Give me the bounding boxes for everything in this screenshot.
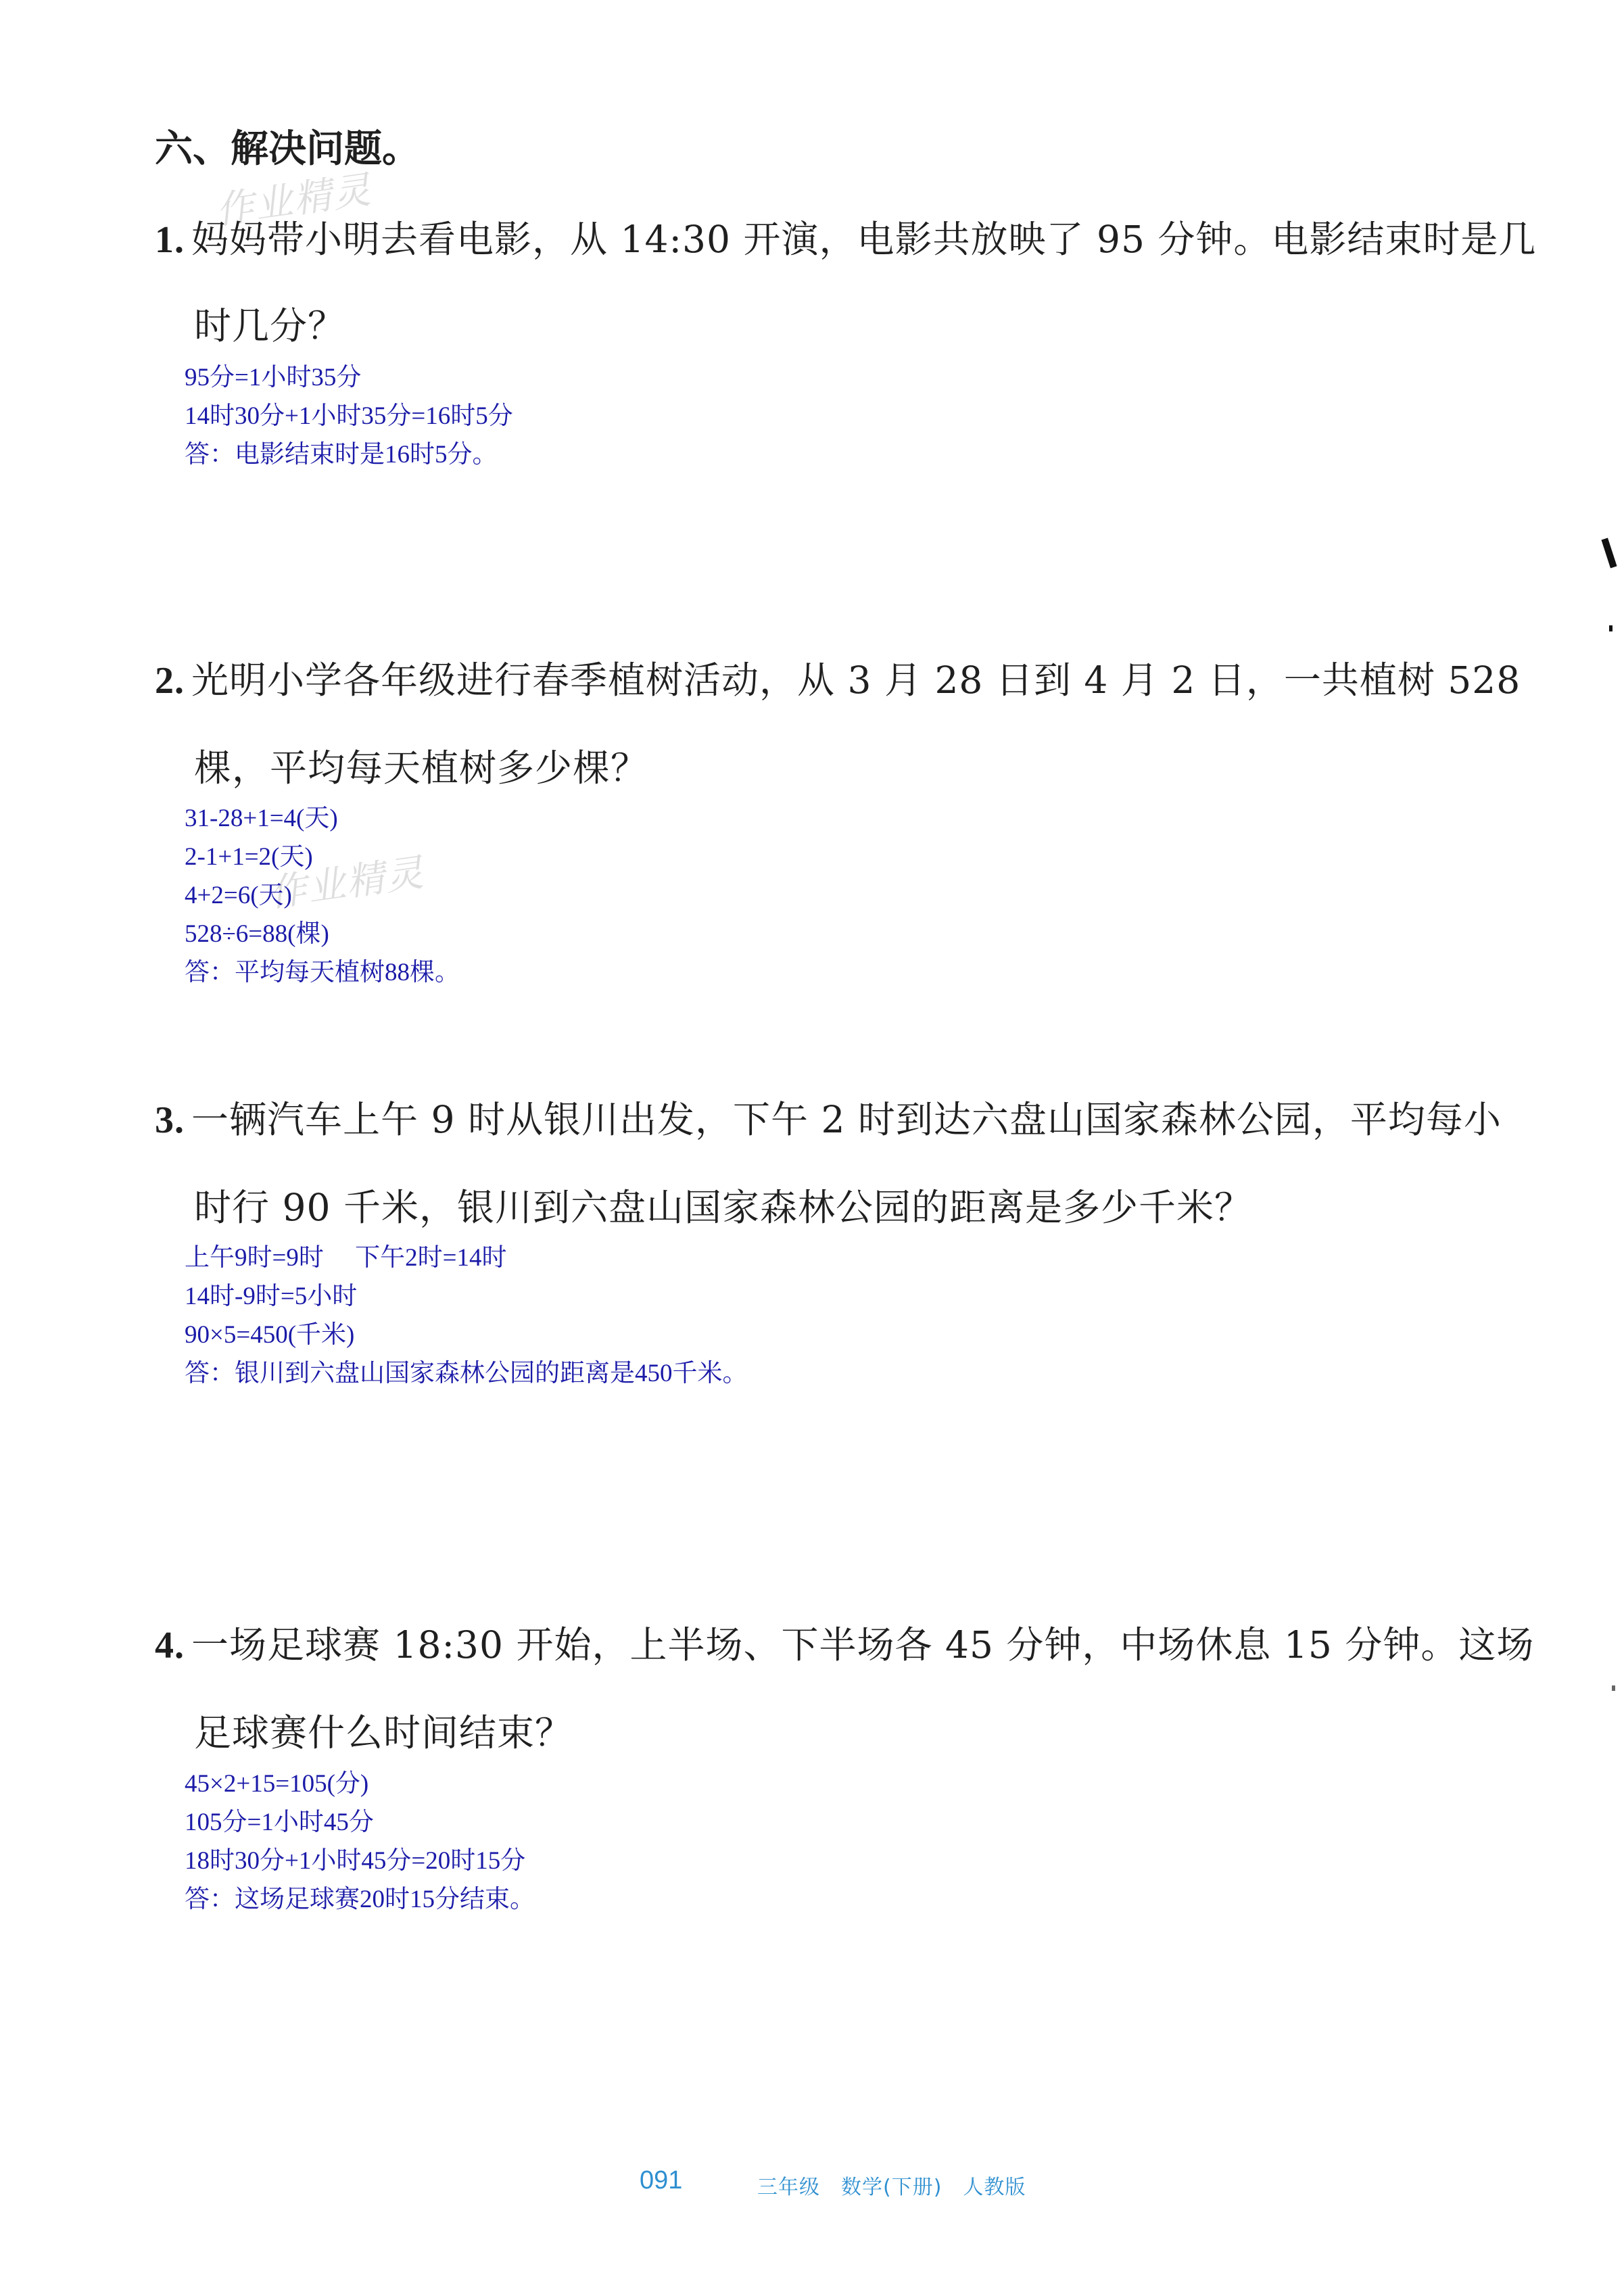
- answer-line: 95分=1小时35分: [185, 364, 362, 391]
- answer-line: 14时-9时=5小时: [185, 1283, 358, 1310]
- section-title: 六、解决问题。: [155, 127, 420, 171]
- answer-line: 4+2=6(天): [185, 882, 292, 909]
- question-3-line-1: [155, 1090, 1502, 1143]
- answer-line: 90×5=450(千米): [185, 1321, 355, 1349]
- answer-line: 105分=1小时45分: [185, 1809, 374, 1836]
- watermark: 作业精灵: [266, 851, 428, 916]
- book-info: 三年级 数学(下册) 人教版: [757, 2176, 1026, 2199]
- question-2-line-1: [155, 650, 1521, 704]
- question-3-line-2: 时行 90 千米，银川到六盘山国家森林公园的距离是多少千米？: [194, 1186, 1252, 1229]
- question-1-answer: [185, 358, 513, 474]
- question-4-text-1: 一场足球赛 18:30 开始，上半场、下半场各 45 分钟，中场休息 15 分钟。这场: [191, 1623, 1535, 1667]
- answer-line: 14时30分+1小时35分=16时5分: [185, 402, 513, 430]
- question-2-text-1: 光明小学各年级进行春季植树活动，从 3 月 28 日到 4 月 2 日，一共植树 528: [191, 658, 1521, 702]
- answer-line: 上午9时=9时 下午2时=14时: [185, 1244, 507, 1272]
- question-1-number: 1.: [155, 219, 185, 261]
- question-4-answer: [185, 1765, 535, 1919]
- answer-line: 答：银川到六盘山国家森林公园的距离是450千米。: [185, 1360, 748, 1387]
- answer-line: 18时30分+1小时45分=20时15分: [185, 1847, 526, 1875]
- page-number: 091: [640, 2166, 683, 2195]
- scan-mark: [1601, 538, 1617, 569]
- watermark: 作业精灵: [213, 168, 375, 233]
- question-2-answer: [185, 799, 460, 992]
- scan-mark: [1609, 625, 1613, 631]
- answer-line: 31-28+1=4(天): [185, 805, 338, 832]
- scan-mark: [1612, 1685, 1615, 1691]
- answer-line: 答：平均每天植树88棵。: [185, 959, 460, 986]
- question-2-number: 2.: [155, 660, 185, 702]
- question-2-line-2: 棵，平均每天植树多少棵？: [194, 746, 649, 790]
- answer-line: 2-1+1=2(天): [185, 843, 313, 871]
- question-3-answer: [185, 1239, 748, 1393]
- question-1-text-1: 妈妈带小明去看电影，从 14:30 开演，电影共放映了 95 分钟。电影结束时是几: [191, 218, 1537, 261]
- question-1-line-2: 时几分？: [194, 304, 346, 348]
- question-4-number: 4.: [155, 1625, 185, 1667]
- question-4-line-1: [155, 1615, 1534, 1669]
- page-footer: [0, 2166, 1624, 2200]
- question-3-number: 3.: [155, 1099, 185, 1141]
- answer-line: 45×2+15=105(分): [185, 1770, 369, 1798]
- question-3-text-1: 一辆汽车上午 9 时从银川出发，下午 2 时到达六盘山国家森林公园，平均每小: [191, 1098, 1502, 1141]
- question-1-line-1: [155, 210, 1536, 263]
- answer-line: 答：电影结束时是16时5分。: [185, 441, 498, 469]
- answer-line: 答：这场足球赛20时15分结束。: [185, 1886, 535, 1913]
- question-4-line-2: 足球赛什么时间结束？: [194, 1711, 573, 1754]
- answer-line: 528÷6=88(棵): [185, 920, 329, 948]
